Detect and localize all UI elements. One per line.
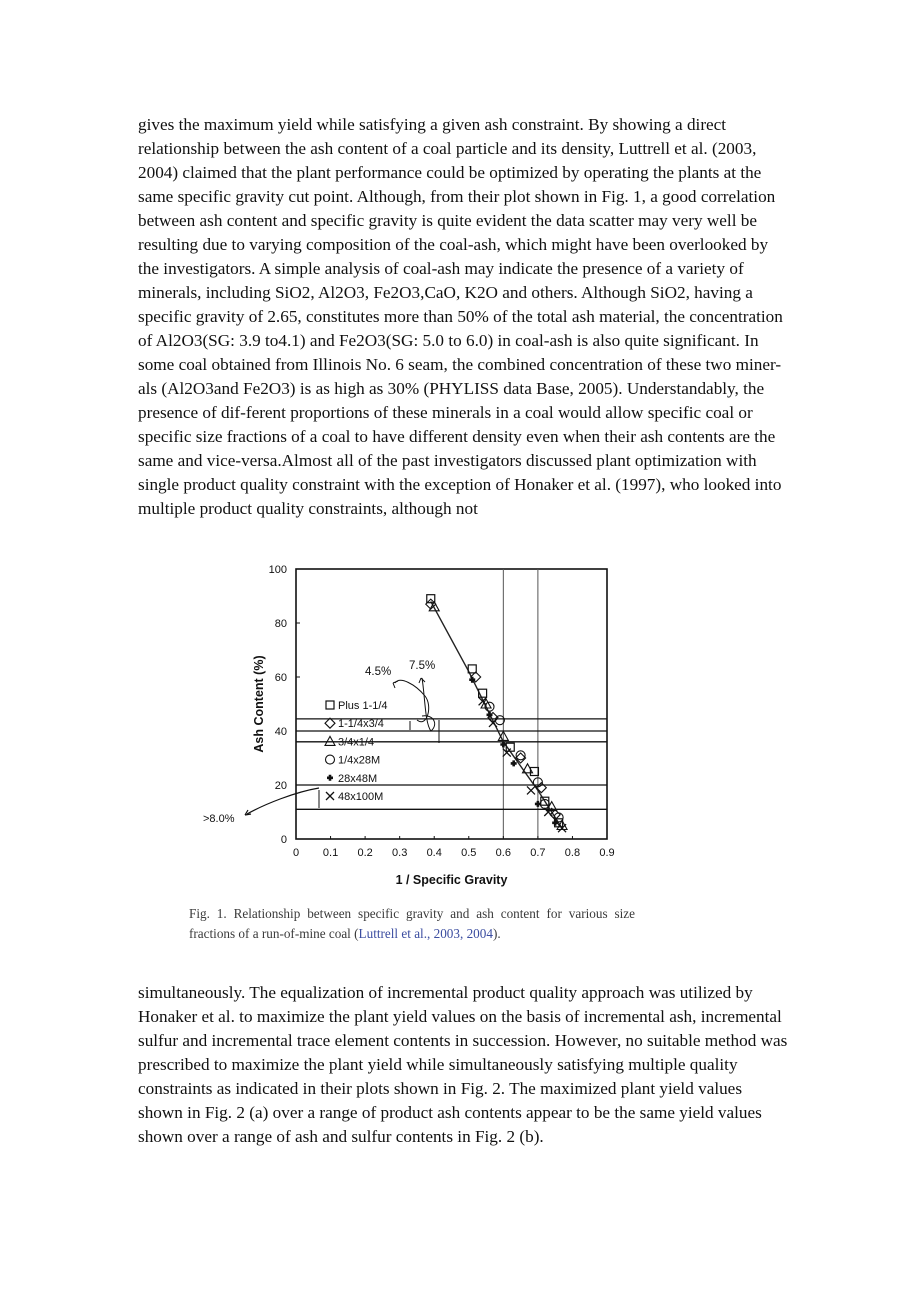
data-point-plus (511, 760, 517, 766)
plot-area (203, 564, 615, 887)
legend-marker-square (326, 701, 334, 709)
x-tick-label: 0.6 (495, 847, 511, 859)
caption-reference-link[interactable]: Luttrell et al., 2003, 2004 (358, 926, 493, 941)
legend-label: 1-1/4x3/4 (338, 718, 384, 731)
legend-label: 3/4x1/4 (338, 736, 375, 749)
y-tick-label: 40 (274, 726, 287, 738)
x-tick-label: 0 (292, 847, 300, 859)
x-tick-label: 0.5 (461, 847, 477, 859)
x-tick-label: 0.3 (392, 847, 408, 859)
legend-label: 28x48M (338, 772, 378, 785)
y-tick-label: 80 (274, 618, 287, 630)
y-axis-label: Ash Content (%) (252, 655, 266, 753)
data-point-plus (535, 801, 541, 807)
annotation-label: 4.5% (365, 666, 392, 678)
trend-line (431, 601, 562, 828)
legend-label: 1/4x28M (338, 754, 381, 767)
y-tick-label: 100 (268, 564, 287, 576)
x-axis-label: 1 / Specific Gravity (395, 873, 508, 887)
body-paragraph-1: gives the maximum yield while satisfying a given ash constraint. By showing a direct relationship between the ash content of a coal particle and its density, Luttrell et al. (2003, 2004) claimed that the plant performance could be optimized by operating the plants at the same specific gravity cut point. Although, from their plot shown in Fig. 1, a good correlation between ash content and specific gravity is quite evident the data scatter may very well be resulting due to varying composition of the coal-ash, which might have been overlooked by the investigators. A simple analysis of coal-ash may indicate the presence of a variety of minerals, including SiO2, Al2O3, Fe2O3,CaO, K2O and others. Although SiO2, having a specific gravity of 2.65, constitutes more than 50% of the total ash material, the concentration of Al2O3(SG: 3.9 to4.1) and Fe2O3(SG: 5.0 to 6.0) in coal-ash is also quite significant. In some coal obtained from Illinois No. 6 seam, the combined concentration of these two miner-als (Al2O3and Fe2O3) is as high as 30% (PHYLISS data Base, 2005). Understandably, the presence of dif-ferent proportions of these minerals in a coal would allow specific coal or specific size fractions of a coal to have different density even when their ash contents are the same and vice-versa.Almost all of the past investigators discussed plant optimization with single product quality constraint with the exception of Honaker et al. (1997), who looked into multiple product quality constraints, although not (138, 115, 783, 518)
y-tick-label: 60 (274, 672, 287, 684)
x-tick-label: 0.2 (357, 847, 373, 859)
figure-caption (189, 904, 635, 944)
annotation-label: 7.5% (409, 660, 436, 672)
caption-end: ). (492, 926, 501, 941)
x-tick-label: 0.1 (322, 847, 339, 859)
body-paragraph-2: simultaneously. The equalization of incremental product quality approach was utilized by Honaker et al. to maximize the plant yield values on the basis of incremental ash, incremental sulfur and incremental trace element contents in succession. However, no suitable method was prescribed to maximize the plant yield while simultaneously satisfying multiple quality constraints as indicated in their plots shown in Fig. 2. The maximized plant yield values shown in Fig. 2 (a) over a range of product ash contents appear to be the same yield values shown over a range of ash and sulfur contents in Fig. 2 (b). (138, 983, 788, 1146)
x-tick-label: 0.4 (426, 847, 442, 859)
data-point-circle (516, 751, 525, 760)
legend-marker-circle (326, 755, 335, 764)
x-tick-label: 0.7 (530, 847, 546, 859)
y-tick-label: 0 (280, 834, 287, 846)
legend-marker-plus (327, 775, 333, 781)
x-tick-label: 0.9 (599, 847, 615, 859)
legend-marker-diamond (325, 718, 335, 728)
annotation-label: >8.0% (203, 813, 235, 825)
caption-text: Fig. 1. Relationship between specific gravity and ash content for various size fractions of a run-of-mine coal ( (189, 906, 635, 941)
legend-label: Plus 1-1/4 (338, 700, 388, 712)
legend-label: 48x100M (338, 791, 384, 803)
y-tick-label: 20 (274, 780, 287, 792)
data-point-x (527, 786, 535, 794)
legend-marker-x (326, 792, 334, 800)
x-tick-label: 0.8 (564, 847, 581, 859)
legend-marker-triangle (325, 736, 335, 745)
annotation-arrow-head (393, 681, 398, 688)
ash-vs-specific-gravity-chart (195, 556, 625, 896)
